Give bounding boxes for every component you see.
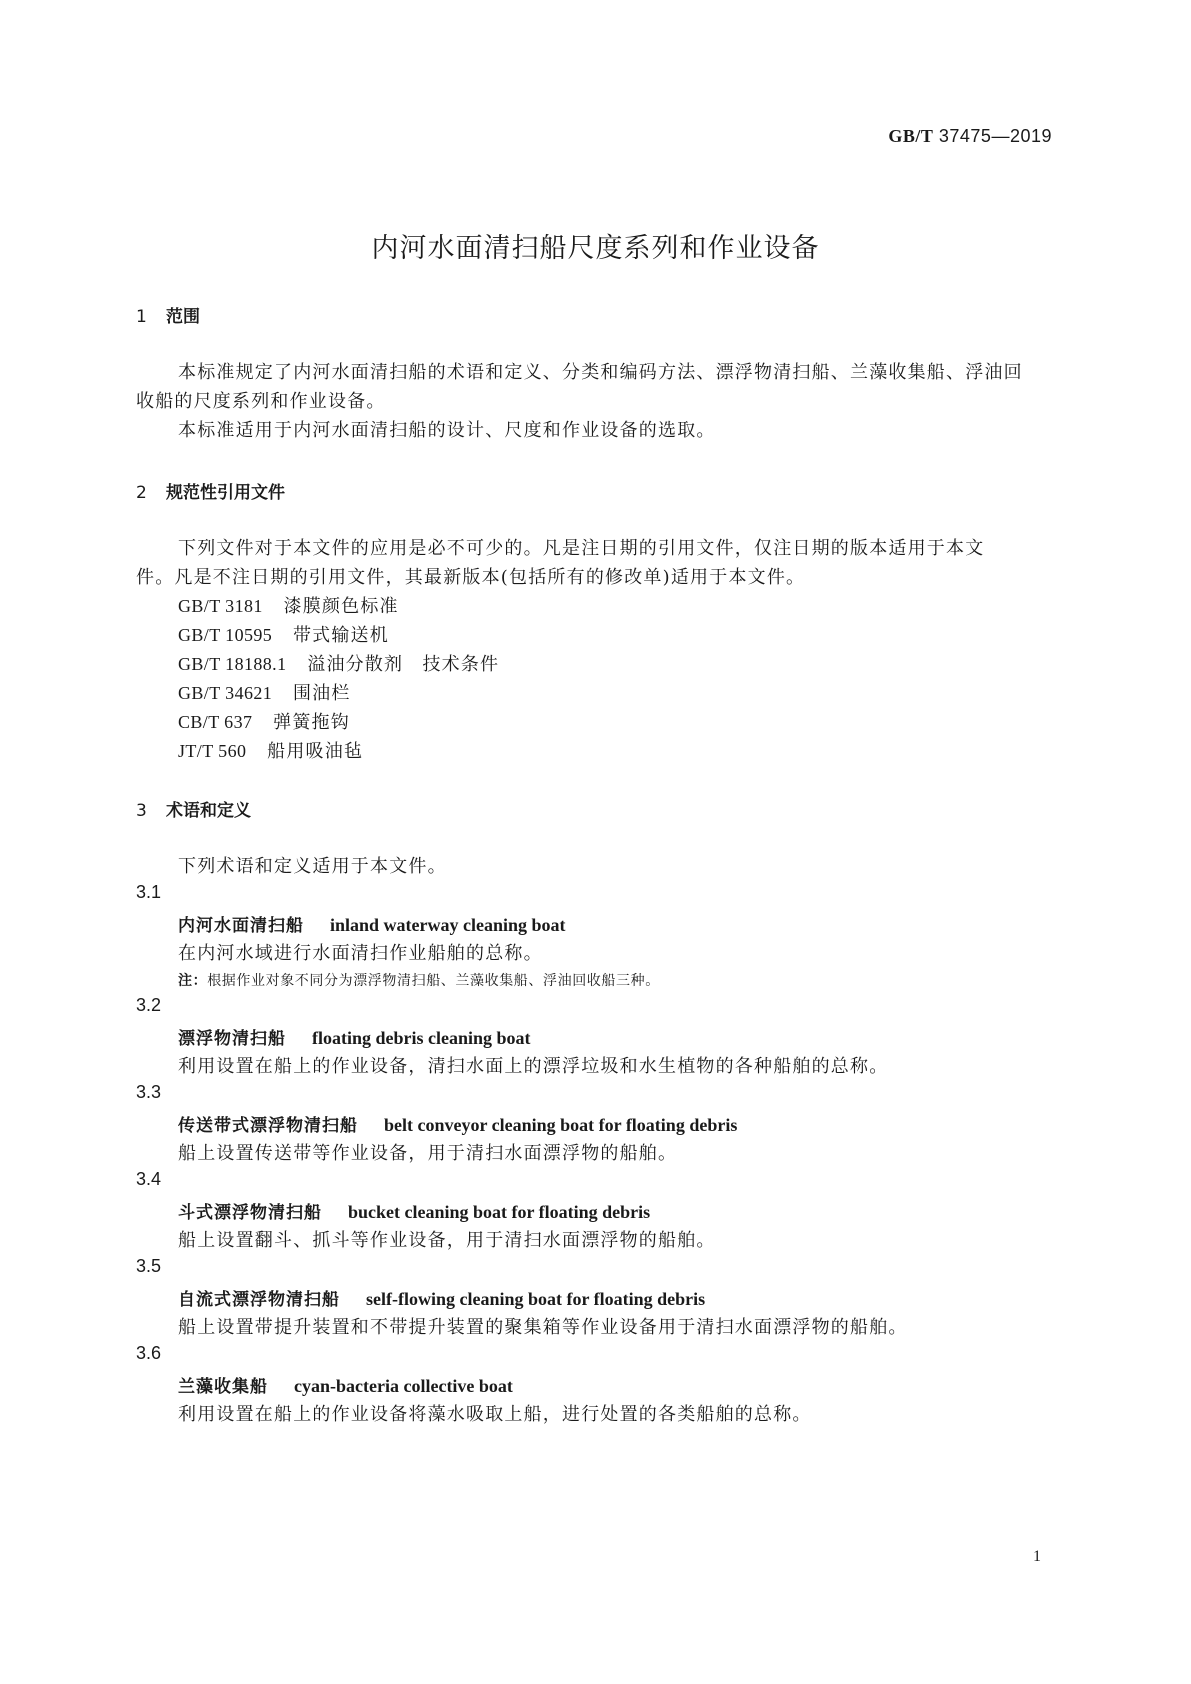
reference-code: GB/T 34621 (178, 683, 273, 703)
term-definition: 在内河水域进行水面清扫作业船舶的总称。 (178, 943, 543, 964)
term-chinese: 漂浮物清扫船 (178, 1029, 286, 1049)
term-definition: 船上设置带提升装置和不带提升装置的聚集箱等作业设备用于清扫水面漂浮物的船舶。 (178, 1317, 908, 1338)
references-paragraph-line-2: 件。凡是不注日期的引用文件，其最新版本(包括所有的修改单)适用于本文件。 (136, 567, 806, 588)
references-paragraph-line-1: 下列文件对于本文件的应用是必不可少的。凡是注日期的引用文件，仅注日期的版本适用于本文 (178, 538, 985, 559)
standard-number (888, 126, 1052, 147)
document-title: 内河水面清扫船尺度系列和作业设备 (371, 233, 820, 264)
term-definition: 船上设置传送带等作业设备，用于清扫水面漂浮物的船舶。 (178, 1143, 678, 1164)
reference-item (178, 708, 350, 734)
section-title: 范围 (166, 307, 200, 327)
term-heading (178, 1024, 531, 1049)
note-label: 注： (178, 973, 208, 989)
term-english: self-flowing cleaning boat for floating debris (366, 1289, 706, 1309)
reference-title: 围油栏 (292, 683, 351, 704)
reference-code: JT/T 560 (178, 741, 247, 761)
term-heading (178, 1198, 650, 1223)
term-heading (178, 1372, 513, 1397)
section-heading-scope (136, 302, 200, 327)
section-number: 3 (136, 801, 147, 821)
term-heading (178, 1111, 737, 1136)
section-title: 术语和定义 (166, 801, 251, 821)
reference-code: CB/T 637 (178, 712, 253, 732)
term-chinese: 自流式漂浮物清扫船 (178, 1290, 340, 1310)
scope-paragraph-line-2: 收船的尺度系列和作业设备。 (136, 391, 386, 412)
reference-code: GB/T 18188.1 (178, 654, 287, 674)
reference-title: 船用吸油毡 (267, 741, 364, 762)
terms-intro-paragraph: 下列术语和定义适用于本文件。 (178, 856, 447, 877)
term-chinese: 内河水面清扫船 (178, 916, 304, 936)
term-definition: 利用设置在船上的作业设备将藻水吸取上船，进行处置的各类船舶的总称。 (178, 1404, 812, 1425)
standard-code: 37475—2019 (938, 126, 1052, 146)
scope-paragraph-line-1: 本标准规定了内河水面清扫船的术语和定义、分类和编码方法、漂浮物清扫船、兰藻收集船、浮油回 (178, 362, 1023, 383)
note-text: 根据作业对象不同分为漂浮物清扫船、兰藻收集船、浮油回收船三种。 (207, 973, 660, 989)
term-note (178, 970, 660, 990)
reference-title: 漆膜颜色标准 (283, 596, 399, 617)
term-english: cyan-bacteria collective boat (294, 1376, 513, 1396)
scope-paragraph-applicability: 本标准适用于内河水面清扫船的设计、尺度和作业设备的选取。 (178, 420, 716, 441)
term-english: belt conveyor cleaning boat for floating debris (384, 1115, 738, 1135)
term-english: floating debris cleaning boat (312, 1028, 531, 1048)
standard-prefix: GB/T (888, 126, 934, 146)
reference-code: GB/T 3181 (178, 596, 263, 616)
term-english: bucket cleaning boat for floating debris (348, 1202, 651, 1222)
reference-title: 弹簧拖钩 (273, 712, 350, 733)
term-number: 3.2 (136, 995, 162, 1015)
term-heading (178, 1285, 705, 1310)
reference-item (178, 679, 351, 705)
reference-item (178, 621, 389, 647)
section-number: 2 (136, 483, 147, 503)
reference-item (178, 737, 363, 763)
reference-title: 溢油分散剂 技术条件 (307, 654, 500, 675)
term-chinese: 斗式漂浮物清扫船 (178, 1203, 322, 1223)
term-english: inland waterway cleaning boat (330, 915, 566, 935)
term-number: 3.3 (136, 1082, 162, 1102)
reference-title: 带式输送机 (292, 625, 389, 646)
term-number: 3.5 (136, 1256, 162, 1276)
section-heading-normative-references (136, 478, 285, 503)
section-number: 1 (136, 307, 147, 327)
term-chinese: 传送带式漂浮物清扫船 (178, 1116, 358, 1136)
section-title: 规范性引用文件 (166, 483, 285, 503)
reference-item (178, 650, 499, 676)
term-definition: 利用设置在船上的作业设备，清扫水面上的漂浮垃圾和水生植物的各种船舶的总称。 (178, 1056, 889, 1077)
section-heading-terms-definitions (136, 796, 251, 821)
page-number: 1 (1033, 1548, 1041, 1565)
term-number: 3.6 (136, 1343, 162, 1363)
term-number: 3.1 (136, 882, 162, 902)
reference-code: GB/T 10595 (178, 625, 273, 645)
reference-item (178, 592, 399, 618)
term-number: 3.4 (136, 1169, 162, 1189)
term-heading (178, 911, 566, 936)
term-chinese: 兰藻收集船 (178, 1377, 268, 1397)
term-definition: 船上设置翻斗、抓斗等作业设备，用于清扫水面漂浮物的船舶。 (178, 1230, 716, 1251)
